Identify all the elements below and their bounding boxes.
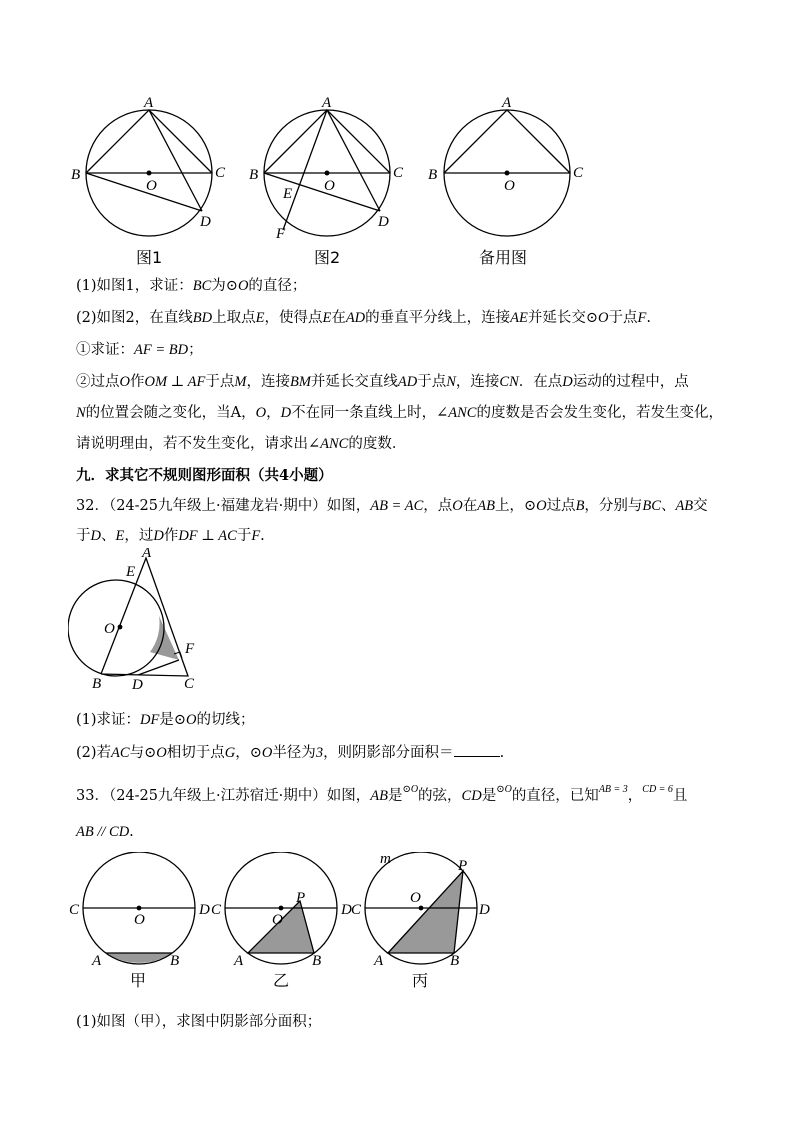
q33-figure-yi <box>210 852 360 972</box>
label-B: B <box>170 953 180 969</box>
q31-part2-2-line2: N的位置会随之变化，当A，O，D不在同一条直线上时，∠ANC的度数是否会发生变化，若发生变化， <box>76 405 723 421</box>
label-A: A <box>234 953 244 969</box>
label-F: F <box>185 641 195 657</box>
label-O: O <box>134 912 145 928</box>
label-A: A <box>92 953 102 969</box>
label-B: B <box>92 676 102 692</box>
label-C: C <box>351 902 362 918</box>
caption-fig1: 图1 <box>136 248 163 267</box>
caption-jia: 甲 <box>130 971 147 990</box>
q33-stem-line1: 33．（24-25九年级上·江苏宿迁·期中）如图，AB是$^{⊙O}$的弦，CD是$^{⊙O}$的直径，已知$^{AB = 3}$，$^{CD = 6}$且 <box>76 784 688 804</box>
label-C: C <box>211 902 222 918</box>
figure-2 <box>246 92 406 240</box>
q33-figure-bing <box>350 852 500 972</box>
caption-bing: 丙 <box>412 971 429 990</box>
figure-spare <box>424 92 594 240</box>
q32-stem-line2: 于D、E，过D作DF ⊥ AC于F. <box>76 528 265 544</box>
label-D: D <box>199 902 210 918</box>
label-E: E <box>126 564 136 580</box>
label-P: P <box>458 858 468 874</box>
label-D: D <box>200 214 211 230</box>
label-B: B <box>249 167 259 183</box>
q33-stem-line2: AB // CD. <box>76 824 134 840</box>
label-O: O <box>146 178 157 194</box>
label-B: B <box>71 167 81 183</box>
label-A: A <box>374 953 384 969</box>
label-O: O <box>504 178 515 194</box>
caption-fig2: 图2 <box>314 248 341 267</box>
q32-stem-line1: 32．（24-25九年级上·福建龙岩·期中）如图，AB = AC，点O在AB上，⊙O过点B，分别与BC、AB交 <box>76 498 708 514</box>
figure-1 <box>68 92 228 240</box>
label-P: P <box>296 890 306 906</box>
q32-part2: (2)若AC与⊙O相切于点G，⊙O半径为3，则阴影部分面积＝ . <box>76 742 504 763</box>
label-C: C <box>573 165 584 181</box>
q32-figure <box>68 548 208 694</box>
label-O: O <box>324 178 335 194</box>
label-A: A <box>144 95 154 111</box>
label-B: B <box>450 953 460 969</box>
label-C: C <box>215 165 226 181</box>
label-D: D <box>341 902 352 918</box>
label-O: O <box>410 890 421 906</box>
label-B: B <box>428 167 438 183</box>
q31-part2: (2)如图2，在直线BD上取点E，使得点E在AD的垂直平分线上，连接AE并延长交⊙O于点F. <box>76 310 651 326</box>
label-D: D <box>479 902 490 918</box>
q31-part2-2-line3: 请说明理由，若不发生变化，请求出∠ANC的度数． <box>76 436 407 452</box>
label-A: A <box>322 95 332 111</box>
label-D: D <box>132 677 143 693</box>
q31-part2-2-line1: ②过点O作OM ⊥ AF于点M，连接BM并延长交直线AD于点N，连接CN．在点D运动的过程中，点 <box>76 374 689 390</box>
label-C: C <box>393 165 404 181</box>
q32-part1: (1)求证：DF是⊙O的切线； <box>76 712 255 728</box>
label-A: A <box>142 548 152 561</box>
label-D: D <box>378 214 389 230</box>
q33-figure-jia <box>68 852 213 972</box>
q33-part1: (1)如图（甲），求图中阴影部分面积； <box>76 1014 322 1030</box>
label-O: O <box>272 912 283 928</box>
caption-yi: 乙 <box>273 971 290 990</box>
label-C: C <box>184 676 195 692</box>
answer-blank[interactable] <box>454 742 500 757</box>
caption-spare: 备用图 <box>479 248 528 267</box>
label-m: m <box>380 852 391 867</box>
q31-part1: (1)如图1，求证：BC为⊙O的直径； <box>76 278 307 294</box>
label-O: O <box>104 621 115 637</box>
label-E: E <box>283 186 293 202</box>
label-B: B <box>312 953 322 969</box>
section-heading: 九．求其它不规则图形面积（共4小题） <box>76 467 333 484</box>
q31-part2-1: ①求证：AF = BD； <box>76 342 203 358</box>
label-A: A <box>502 95 512 111</box>
label-C: C <box>69 902 80 918</box>
label-F: F <box>276 226 286 240</box>
